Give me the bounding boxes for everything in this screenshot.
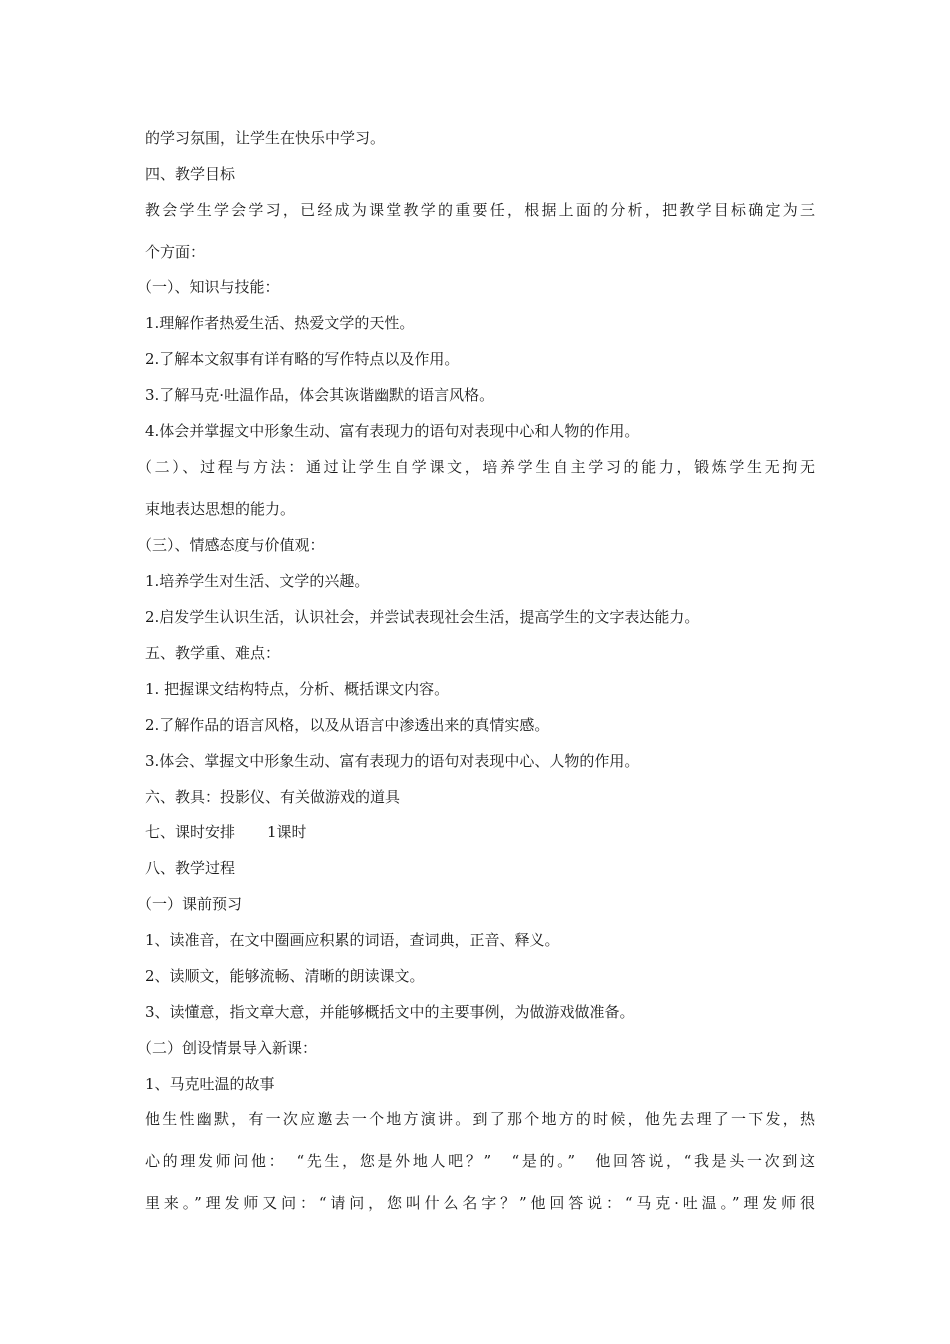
list-item: 1. 把握课文结构特点，分析、概括课文内容。 <box>145 680 450 698</box>
list-item: 3.了解马克·吐温作品，体会其诙谐幽默的语言风格。 <box>145 386 495 404</box>
subsection-heading: （三）、情感态度与价值观： <box>137 536 325 554</box>
text-line: 的学习氛围，让学生在快乐中学习。 <box>145 129 386 147</box>
text-line: 教会学生学会学习，已经成为课堂教学的重要任，根据上面的分析，把教学目标确定为三 <box>145 201 815 219</box>
list-item: 3、读懂意，指文章大意，并能够概括文中的主要事例，为做游戏做准备。 <box>145 1003 635 1021</box>
list-item: 4.体会并掌握文中形象生动、富有表现力的语句对表现中心和人物的作用。 <box>145 422 640 440</box>
text-line: 心的理发师问他： “先生，您是外地人吧？” “是的。” 他回答说，“我是头一次到这 <box>145 1152 815 1170</box>
list-item: 2.启发学生认识生活，认识社会，并尝试表现社会生活，提高学生的文字表达能力。 <box>145 608 700 626</box>
list-item: 2.了解作品的语言风格，以及从语言中渗透出来的真情实感。 <box>145 716 550 734</box>
subsection-heading: （一）、知识与技能： <box>137 278 280 296</box>
section-heading: 八、教学过程 <box>145 859 236 877</box>
section-label: 七、课时安排 <box>145 823 236 841</box>
list-item: 1、马克吐温的故事 <box>145 1075 275 1093</box>
section-heading: 四、教学目标 <box>145 165 236 183</box>
section-heading: 五、教学重、难点： <box>145 644 281 662</box>
subsection-heading: （二）、过程与方法：通过让学生自学课文，培养学生自主学习的能力，锻炼学生无拘无 <box>137 458 815 476</box>
list-item: 1、读准音，在文中圈画应积累的词语，查词典，正音、释义。 <box>145 931 560 949</box>
list-item: 1.培养学生对生活、文学的兴趣。 <box>145 572 370 590</box>
list-item: 2.了解本文叙事有详有略的写作特点以及作用。 <box>145 350 460 368</box>
list-item: 2、读顺文，能够流畅、清晰的朗读课文。 <box>145 967 425 985</box>
section-value: 1课时 <box>267 823 307 841</box>
section-heading: 六、教具：投影仪、有关做游戏的道具 <box>145 788 401 806</box>
text-line: 里来。”理发师又问：“请问，您叫什么名字？”他回答说：“马克·吐温。”理发师很 <box>145 1194 815 1212</box>
list-item: 1.理解作者热爱生活、热爱文学的天性。 <box>145 314 415 332</box>
text-line: 个方面： <box>145 243 206 261</box>
subsection-heading: （一）课前预习 <box>137 895 243 913</box>
list-item: 3.体会、掌握文中形象生动、富有表现力的语句对表现中心、人物的作用。 <box>145 752 640 770</box>
section-heading <box>145 822 815 842</box>
text-line: 束地表达思想的能力。 <box>145 500 296 518</box>
text-line: 他生性幽默，有一次应邀去一个地方演讲。到了那个地方的时候，他先去理了一下发，热 <box>145 1110 815 1128</box>
subsection-heading: （二）创设情景导入新课： <box>137 1039 318 1057</box>
